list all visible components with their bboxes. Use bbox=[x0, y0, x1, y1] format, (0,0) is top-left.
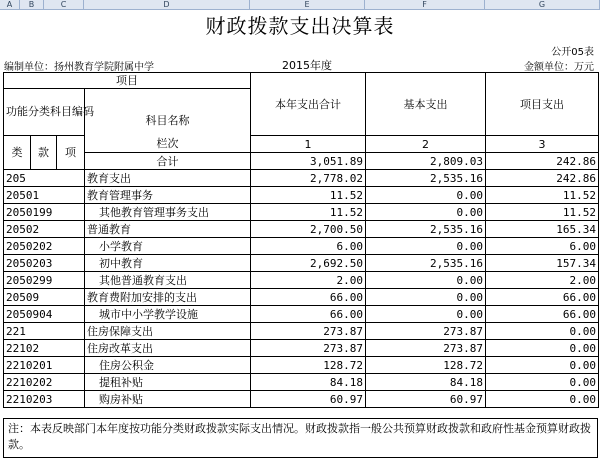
row-subject-name[interactable]: 提租补贴 bbox=[85, 374, 251, 391]
row-project[interactable]: 242.86 bbox=[486, 170, 599, 187]
column-header-b[interactable]: B bbox=[20, 0, 44, 10]
row-total[interactable]: 2,700.50 bbox=[251, 221, 366, 238]
amount-unit[interactable]: 金额单位：万元 bbox=[524, 62, 594, 73]
row-basic[interactable]: 128.72 bbox=[366, 357, 486, 374]
row-total[interactable]: 273.87 bbox=[251, 323, 366, 340]
sum-project[interactable]: 242.86 bbox=[486, 153, 599, 170]
row-subject-name[interactable]: 住房保障支出 bbox=[85, 323, 251, 340]
column-header-a[interactable]: A bbox=[0, 0, 20, 10]
row-total[interactable]: 11.52 bbox=[251, 204, 366, 221]
row-subject-name[interactable]: 教育管理事务 bbox=[85, 187, 251, 204]
column-header-c[interactable]: C bbox=[44, 0, 84, 10]
row-total[interactable]: 2,778.02 bbox=[251, 170, 366, 187]
row-basic[interactable]: 2,535.16 bbox=[366, 170, 486, 187]
form-number[interactable]: 公开05表 bbox=[551, 47, 594, 58]
row-code[interactable]: 221 bbox=[4, 323, 85, 340]
table-row bbox=[4, 374, 599, 391]
sum-basic[interactable]: 2,809.03 bbox=[366, 153, 486, 170]
table-row bbox=[4, 357, 599, 374]
report-year[interactable]: 2015年度 bbox=[282, 59, 332, 72]
table-row bbox=[4, 289, 599, 306]
table-row bbox=[4, 204, 599, 221]
header-lanci[interactable]: 栏次 bbox=[156, 136, 179, 150]
column-header-g[interactable]: G bbox=[485, 0, 600, 10]
row-project[interactable]: 0.00 bbox=[486, 391, 599, 408]
row-subject-name[interactable]: 购房补贴 bbox=[85, 391, 251, 408]
column-header-f[interactable]: F bbox=[365, 0, 485, 10]
row-total[interactable]: 6.00 bbox=[251, 238, 366, 255]
row-project[interactable]: 157.34 bbox=[486, 255, 599, 272]
column-header-e[interactable]: E bbox=[250, 0, 365, 10]
row-project[interactable]: 0.00 bbox=[486, 357, 599, 374]
table-row bbox=[4, 340, 599, 357]
row-code[interactable]: 205 bbox=[4, 170, 85, 187]
row-total[interactable]: 2,692.50 bbox=[251, 255, 366, 272]
row-basic[interactable]: 0.00 bbox=[366, 306, 486, 323]
table-row bbox=[4, 306, 599, 323]
row-basic[interactable]: 0.00 bbox=[366, 289, 486, 306]
table-row bbox=[4, 272, 599, 289]
row-code[interactable]: 2050202 bbox=[4, 238, 85, 255]
row-code[interactable]: 2050299 bbox=[4, 272, 85, 289]
row-project[interactable]: 6.00 bbox=[486, 238, 599, 255]
row-code[interactable]: 2210203 bbox=[4, 391, 85, 408]
row-subject-name[interactable]: 教育费附加安排的支出 bbox=[85, 289, 251, 306]
header-project[interactable]: 项目支出 bbox=[486, 73, 599, 136]
row-total[interactable]: 84.18 bbox=[251, 374, 366, 391]
row-project[interactable]: 11.52 bbox=[486, 204, 599, 221]
row-basic[interactable]: 0.00 bbox=[366, 272, 486, 289]
table-row bbox=[4, 255, 599, 272]
table-row bbox=[4, 170, 599, 187]
row-total[interactable]: 66.00 bbox=[251, 306, 366, 323]
col-no-1[interactable]: 1 bbox=[251, 136, 366, 153]
row-basic[interactable]: 273.87 bbox=[366, 323, 486, 340]
table-row bbox=[4, 391, 599, 408]
footnote[interactable]: 注：本表反映部门本年度按功能分类财政拨款实际支出情况。财政拨款指一般公共预算财政拨款和政府性基金预算财政拨款。 bbox=[3, 418, 598, 458]
row-basic[interactable]: 84.18 bbox=[366, 374, 486, 391]
row-project[interactable]: 0.00 bbox=[486, 374, 599, 391]
header-xiang[interactable]: 项 bbox=[57, 136, 85, 170]
compiling-unit[interactable]: 编制单位：扬州教育学院附属中学 bbox=[4, 62, 154, 73]
header-subject-name[interactable]: 科目名称 bbox=[85, 89, 251, 153]
row-project[interactable]: 0.00 bbox=[486, 323, 599, 340]
col-no-2[interactable]: 2 bbox=[366, 136, 486, 153]
row-code[interactable]: 2210202 bbox=[4, 374, 85, 391]
row-total[interactable]: 2.00 bbox=[251, 272, 366, 289]
row-project[interactable]: 66.00 bbox=[486, 289, 599, 306]
row-code[interactable]: 2050203 bbox=[4, 255, 85, 272]
row-basic[interactable]: 0.00 bbox=[366, 238, 486, 255]
table-row bbox=[4, 323, 599, 340]
row-total[interactable]: 11.52 bbox=[251, 187, 366, 204]
header-func-code[interactable]: 功能分类科目编码 bbox=[4, 89, 85, 136]
row-total[interactable]: 60.97 bbox=[251, 391, 366, 408]
header-total[interactable]: 本年支出合计 bbox=[251, 73, 366, 136]
row-subject-name[interactable]: 教育支出 bbox=[85, 170, 251, 187]
header-basic[interactable]: 基本支出 bbox=[366, 73, 486, 136]
col-no-3[interactable]: 3 bbox=[486, 136, 599, 153]
row-subject-name[interactable]: 住房公积金 bbox=[85, 357, 251, 374]
sum-total[interactable]: 3,051.89 bbox=[251, 153, 366, 170]
table-row bbox=[4, 187, 599, 204]
row-project[interactable]: 0.00 bbox=[486, 340, 599, 357]
table-row bbox=[4, 221, 599, 238]
row-total[interactable]: 128.72 bbox=[251, 357, 366, 374]
appropriation-table bbox=[3, 72, 599, 408]
table-row bbox=[4, 238, 599, 255]
row-code[interactable]: 20509 bbox=[4, 289, 85, 306]
header-heji[interactable]: 合计 bbox=[85, 153, 251, 170]
row-basic[interactable]: 273.87 bbox=[366, 340, 486, 357]
row-subject-name[interactable]: 住房改革支出 bbox=[85, 340, 251, 357]
row-basic[interactable]: 0.00 bbox=[366, 204, 486, 221]
header-kuan[interactable]: 款 bbox=[31, 136, 57, 170]
row-subject-name[interactable]: 城市中小学教学设施 bbox=[85, 306, 251, 323]
row-subject-name[interactable]: 小学教育 bbox=[85, 238, 251, 255]
row-basic[interactable]: 2,535.16 bbox=[366, 221, 486, 238]
row-project[interactable]: 11.52 bbox=[486, 187, 599, 204]
row-basic[interactable]: 0.00 bbox=[366, 187, 486, 204]
row-subject-name[interactable]: 初中教育 bbox=[85, 255, 251, 272]
row-subject-name[interactable]: 普通教育 bbox=[85, 221, 251, 238]
row-code[interactable]: 2050199 bbox=[4, 204, 85, 221]
row-total[interactable]: 273.87 bbox=[251, 340, 366, 357]
row-project[interactable]: 2.00 bbox=[486, 272, 599, 289]
row-code[interactable]: 2050904 bbox=[4, 306, 85, 323]
row-basic[interactable]: 2,535.16 bbox=[366, 255, 486, 272]
row-code[interactable]: 20502 bbox=[4, 221, 85, 238]
row-subject-name[interactable]: 其他教育管理事务支出 bbox=[85, 204, 251, 221]
row-total[interactable]: 66.00 bbox=[251, 289, 366, 306]
row-subject-name[interactable]: 其他普通教育支出 bbox=[85, 272, 251, 289]
report-title[interactable]: 财政拨款支出决算表 bbox=[205, 14, 395, 38]
row-project[interactable]: 165.34 bbox=[486, 221, 599, 238]
column-header-d[interactable]: D bbox=[84, 0, 250, 10]
row-project[interactable]: 66.00 bbox=[486, 306, 599, 323]
row-code[interactable]: 20501 bbox=[4, 187, 85, 204]
header-lei[interactable]: 类 bbox=[4, 136, 31, 170]
row-basic[interactable]: 60.97 bbox=[366, 391, 486, 408]
row-code[interactable]: 22102 bbox=[4, 340, 85, 357]
row-code[interactable]: 2210201 bbox=[4, 357, 85, 374]
header-item[interactable]: 项目 bbox=[4, 73, 251, 89]
